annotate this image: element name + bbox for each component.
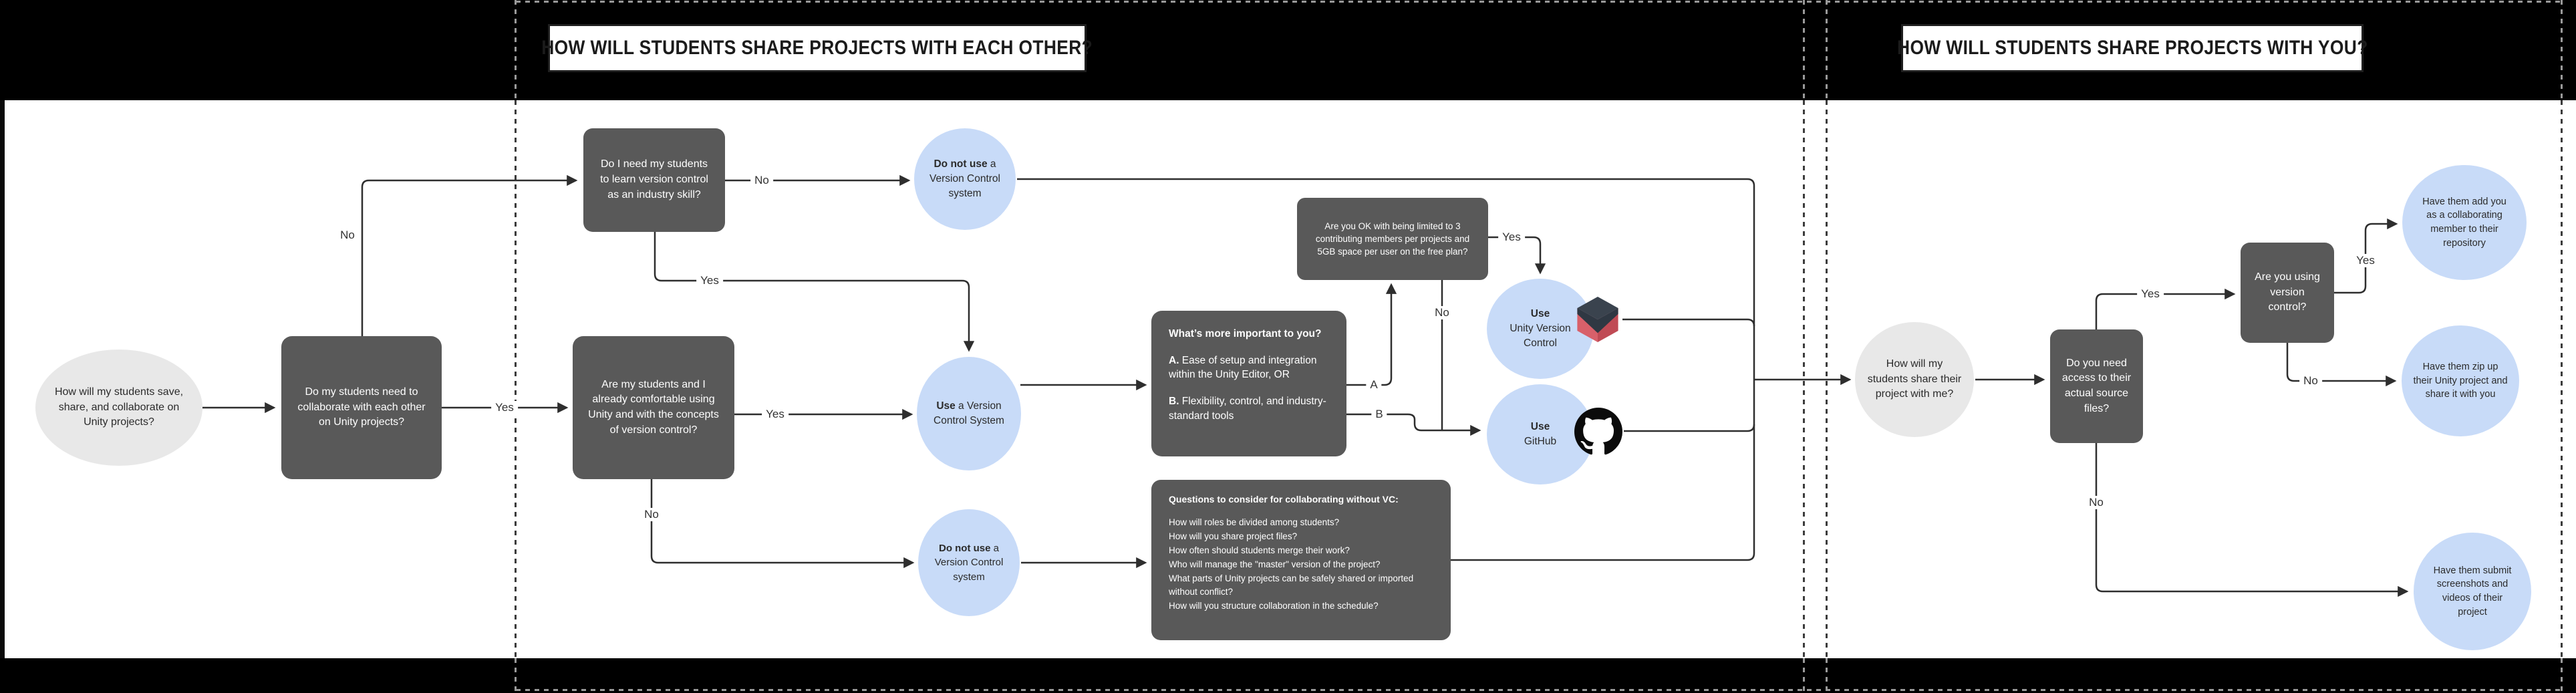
question-item: How often should students merge their work? — [1169, 545, 1350, 555]
decision-comfortable — [573, 336, 734, 479]
connector-github-out — [1624, 424, 1754, 431]
outcome-dont-use-vc-top — [914, 128, 1016, 230]
questions-title: Questions to consider for collaborating without VC: — [1169, 494, 1399, 505]
connector-dontuse-top-out — [1017, 179, 1754, 186]
decision-vc-skill — [583, 128, 725, 232]
outcome-submit-media-label: Have them submit screenshots and videos of their project — [2433, 565, 2512, 617]
connector-source-yes — [2096, 294, 2234, 329]
decision-vc-skill-label: Do I need my students to learn version control as an industry skill? — [600, 158, 708, 200]
edge-label-comfortable-no: No — [640, 508, 663, 521]
outcome-use-vcs-label: Use a Version Control System — [934, 400, 1004, 426]
decision-collaborate-label: Do my students need to collaborate with each other on Unity projects? — [297, 386, 426, 428]
whats-important-option-b: B. Flexibility, control, and industry-standard tools — [1169, 396, 1326, 422]
outcome-use-vcs — [917, 357, 1021, 470]
question-item: How will roles be divided among students? — [1169, 517, 1340, 527]
connector-source-no — [2096, 443, 2407, 591]
decision-comfortable-label: Are my students and I already comfortable using Unity and with the concepts of version control? — [588, 378, 719, 436]
connector-collaborate-no — [362, 180, 576, 336]
edge-label-limited-yes: Yes — [1498, 231, 1525, 244]
connector-questions-out — [1451, 553, 1754, 560]
question-item: What parts of Unity projects can be safely shared or imported without conflict? — [1169, 573, 1414, 597]
question-item: Who will manage the "master" version of the project? — [1169, 559, 1381, 569]
outcome-dont-use-vc-bottom-label: Do not use a Version Control system — [934, 543, 1004, 583]
middle-section-title: HOW WILL STUDENTS SHARE PROJECTS WITH EACH OTHER? — [548, 24, 1087, 72]
edge-label-skill-no: No — [750, 174, 773, 187]
decision-using-vc-label: Are you using version control? — [2255, 271, 2320, 313]
connector-skill-yes — [655, 232, 969, 350]
outcome-add-collaborator — [2402, 165, 2527, 280]
outcome-add-collaborator-label: Have them add you as a collaborating member to their repository — [2422, 196, 2507, 249]
decision-collaborate — [281, 336, 442, 479]
outcome-zip-project-label: Have them zip up their Unity project and share it with you — [2413, 362, 2508, 400]
whats-important-option-a: A. Ease of setup and integration within the Unity Editor, OR — [1169, 354, 1317, 381]
edge-label-comfortable-yes: Yes — [762, 408, 789, 421]
unity-version-control-icon — [1575, 295, 1620, 343]
outcome-submit-media — [2414, 533, 2531, 650]
info-questions-without-vc — [1151, 480, 1451, 640]
outcome-use-unity-vc-label: Use Unity Version Control — [1510, 308, 1571, 349]
edge-label-usingvc-no: No — [2299, 374, 2322, 388]
outcome-dont-use-vc-bottom — [918, 509, 1020, 616]
right-section-title: HOW WILL STUDENTS SHARE PROJECTS WITH YOU? — [1901, 24, 2364, 72]
outcome-dont-use-vc-top-label: Do not use a Version Control system — [929, 158, 1000, 199]
edge-label-limited-no: No — [1431, 306, 1453, 319]
edge-label-option-b: B — [1371, 408, 1387, 421]
connector-unityvc-out — [1622, 319, 1754, 326]
outcome-zip-project — [2402, 325, 2519, 436]
decision-source-files — [2050, 329, 2143, 443]
whats-important-title: What’s more important to you? — [1169, 328, 1322, 339]
start-node-label: How will my students save, share, and collaborate on Unity projects? — [54, 386, 184, 428]
outcome-use-github-label: Use GitHub — [1524, 421, 1557, 447]
edge-label-usingvc-yes: Yes — [2352, 254, 2379, 267]
question-item: How will you share project files? — [1169, 531, 1298, 541]
connector-option-a — [1346, 285, 1391, 385]
edge-label-skill-yes: Yes — [696, 274, 723, 287]
decision-limited-plan-label: Are you OK with being limited to 3 contributing members per projects and 5GB space per user on the free plan? — [1315, 221, 1470, 257]
start-node — [35, 350, 202, 466]
connector-comfortable-no — [652, 479, 913, 563]
decision-using-vc — [2241, 243, 2334, 343]
edge-label-source-yes: Yes — [2137, 287, 2164, 301]
decision-source-files-label: Do you need access to their actual source files? — [2061, 357, 2132, 414]
edge-label-collaborate-no: No — [336, 229, 359, 242]
share-with-me-node — [1855, 322, 1974, 437]
decision-limited-plan — [1297, 198, 1488, 280]
edge-label-option-a: A — [1366, 378, 1381, 392]
question-item: How will you structure collaboration in the schedule? — [1169, 601, 1379, 611]
share-with-me-label: How will my students share their project with me? — [1867, 358, 1962, 400]
edge-label-collaborate-yes: Yes — [491, 401, 518, 414]
edge-label-source-no: No — [2085, 496, 2108, 509]
info-whats-important — [1151, 311, 1346, 456]
connector-option-b — [1346, 414, 1479, 430]
github-icon — [1574, 408, 1622, 456]
